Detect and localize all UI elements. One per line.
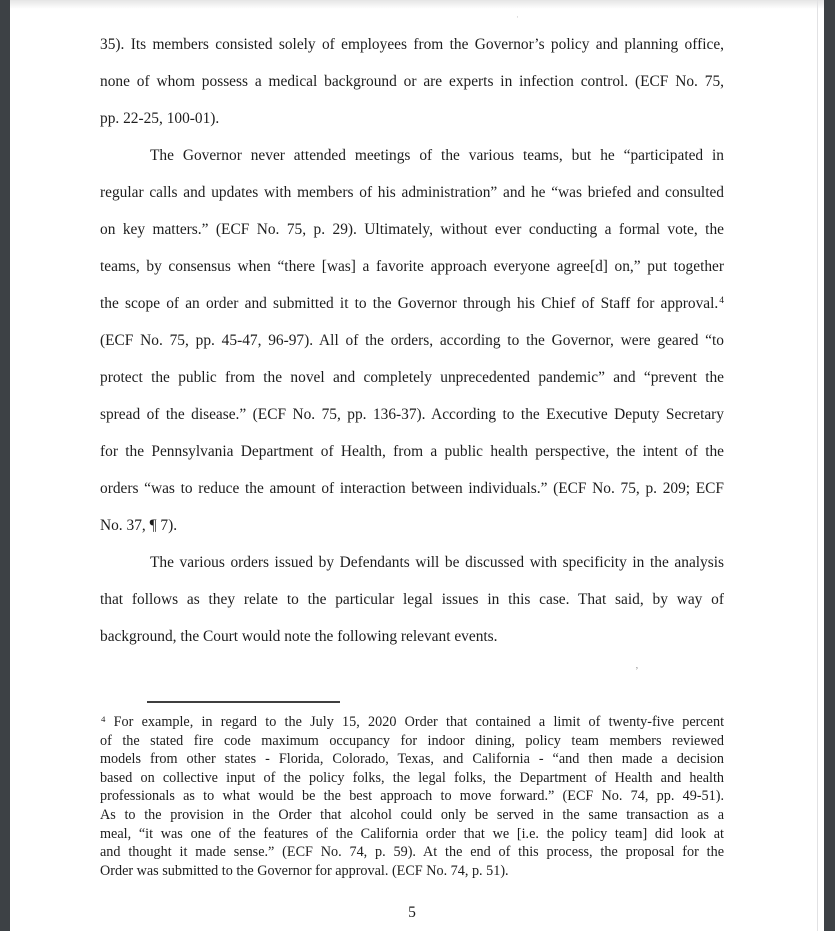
body-line: none of whom possess a medical background or are experts in infection control. (ECF No. 75, (100, 73, 724, 90)
footnote (100, 713, 724, 880)
body-line: the scope of an order and submitted it to the Governor through his Chief of Staff for approval.$^4$ (100, 295, 724, 312)
document-page (10, 0, 824, 931)
footnote-marker: 4 (101, 713, 106, 724)
page-content (10, 0, 824, 923)
body-line: background, the Court would note the following relevant events. (100, 628, 498, 645)
body-line: regular calls and updates with members of his administration” and he “was briefed and consulted (100, 184, 724, 201)
body-text (100, 26, 724, 655)
body-line: spread of the disease.” (ECF No. 75, pp. 136-37). According to the Executive Deputy Secretary (100, 406, 724, 423)
scan-artifact: ’ (635, 665, 639, 677)
body-line: The Governor never attended meetings of the various teams, but he “participated in (150, 147, 724, 164)
body-paragraph (100, 137, 724, 544)
footnote-line: As to the provision in the Order that alcohol could only be served in the same transaction as a (100, 806, 724, 823)
footnote-line: based on collective input of the policy folks, the legal folks, the Department of Health and health (100, 769, 724, 786)
body-line: teams, by consensus when “there [was] a favorite approach everyone agree[d] on,” put together (100, 258, 724, 275)
footnote-separator (147, 701, 340, 703)
footnote-line: models from other states - Florida, Colorado, Texas, and California - “and then made a decision (100, 751, 724, 768)
page-edge-line (817, 0, 818, 931)
body-line: orders “was to reduce the amount of interaction between individuals.” (ECF No. 75, p. 209; ECF (100, 480, 724, 497)
footnote-line: meal, “it was one of the features of the California order that we [i.e. the policy team] did look at (100, 825, 724, 842)
body-line: 35). Its members consisted solely of employees from the Governor’s policy and planning office, (100, 36, 724, 53)
body-line: protect the public from the novel and completely unprecedented pandemic” and “prevent the (100, 369, 724, 386)
footnote-line: Order was submitted to the Governor for approval. (ECF No. 74, p. 51). (100, 862, 509, 879)
viewer-right-edge (824, 0, 835, 931)
footnote-line: professionals as to what would be the best approach to move forward.” (ECF No. 74, pp. 49-51). (100, 788, 724, 805)
body-line: The various orders issued by Defendants will be discussed with specificity in the analysis (150, 554, 724, 571)
body-paragraph (100, 26, 724, 137)
body-line: pp. 22-25, 100-01). (100, 110, 220, 127)
body-line: for the Pennsylvania Department of Health, from a public health perspective, the intent of the (100, 443, 724, 460)
scan-artifact: · (516, 12, 519, 22)
viewer-left-edge (0, 0, 10, 931)
footnote-line: and thought it made sense.” (ECF No. 74, p. 59). At the end of this process, the proposal for the (100, 844, 724, 861)
footnote-line: of the stated fire code maximum occupancy for indoor dining, policy team members reviewed (100, 732, 724, 749)
body-line: that follows as they relate to the particular legal issues in this case. That said, by way of (100, 591, 724, 608)
footnote-line: $^4$ For example, in regard to the July 15, 2020 Order that contained a limit of twenty-five percent (101, 713, 724, 730)
body-paragraph (100, 544, 724, 655)
body-line: No. 37, ¶ 7). (100, 517, 178, 534)
page-number: 5 (408, 904, 416, 922)
body-line: (ECF No. 75, pp. 45-47, 96-97). All of the orders, according to the Governor, were geared “to (100, 332, 724, 349)
body-line: on key matters.” (ECF No. 75, p. 29). Ultimately, without ever conducting a formal vote, the (100, 221, 724, 238)
footnote-reference: 4 (719, 295, 724, 307)
